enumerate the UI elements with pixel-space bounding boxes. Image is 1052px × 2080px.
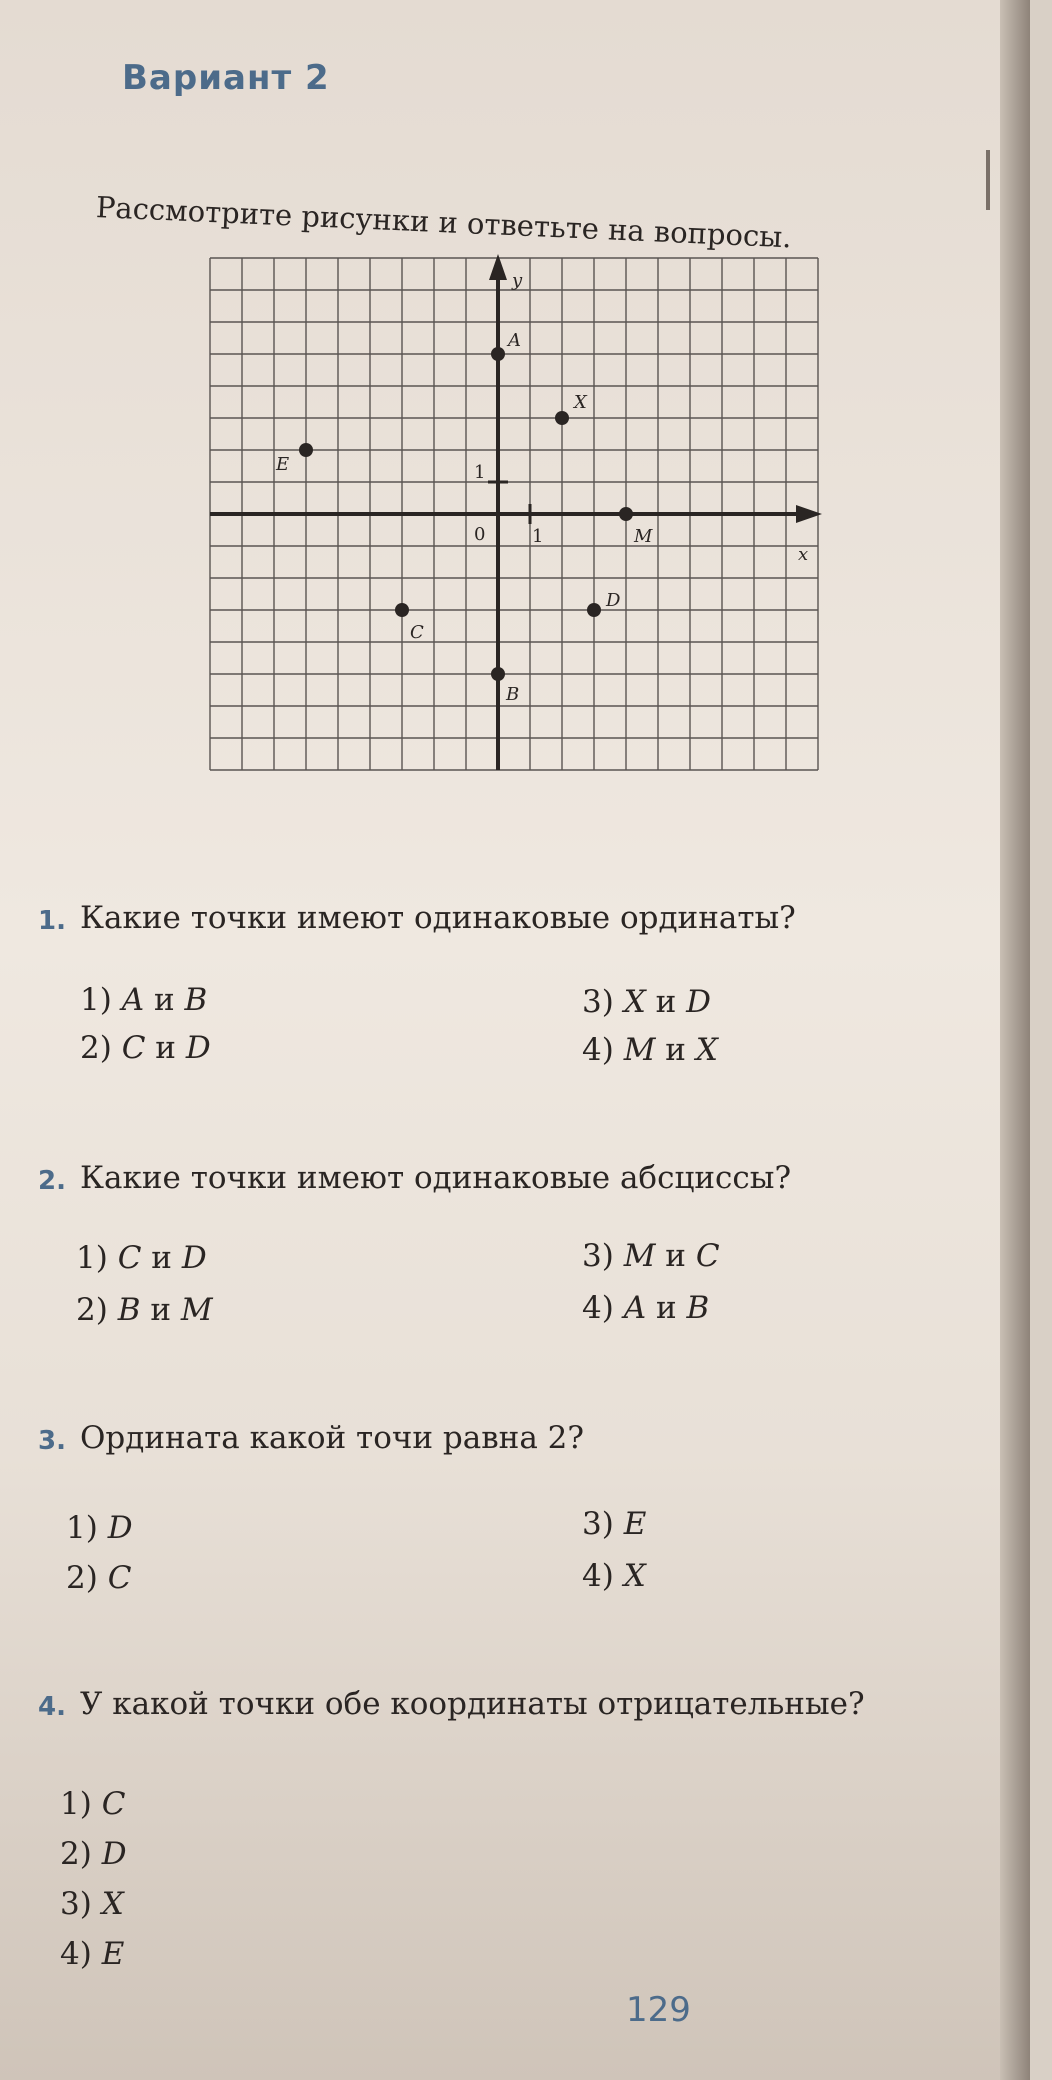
q2-option-4[interactable]: 4) A и B [582, 1290, 710, 1326]
q4-option-3[interactable]: 3) X [60, 1886, 124, 1922]
q2-option-1[interactable]: 1) C и D [76, 1240, 207, 1276]
point-label-a: A [508, 330, 521, 351]
point-x [555, 411, 569, 425]
question-number: 1. [38, 906, 66, 936]
q4-option-2[interactable]: 2) D [60, 1836, 127, 1872]
q2-option-3[interactable]: 3) M и C [582, 1238, 720, 1274]
x-unit-label: 1 [532, 526, 544, 547]
point-label-c: C [410, 622, 424, 643]
question-number: 4. [38, 1692, 66, 1722]
point-c [395, 603, 409, 617]
question-text: Ордината какой точи равна 2? [80, 1420, 584, 1456]
q3-option-1[interactable]: 1) D [66, 1510, 133, 1546]
q2-option-2[interactable]: 2) B и M [76, 1292, 213, 1328]
question-number: 2. [38, 1166, 66, 1196]
question-text: У какой точки обе координаты отрицательные? [80, 1686, 865, 1722]
y-unit-label: 1 [474, 462, 486, 483]
coordinate-grid-figure [200, 248, 850, 798]
x-axis-label: x [798, 544, 809, 565]
point-d [587, 603, 601, 617]
q3-option-4[interactable]: 4) X [582, 1558, 646, 1594]
q4-option-4[interactable]: 4) E [60, 1936, 125, 1972]
q1-option-4[interactable]: 4) M и X [582, 1032, 718, 1068]
point-m [619, 507, 633, 521]
page-edge-shadow [1000, 0, 1030, 2080]
y-axis-label: y [512, 270, 523, 291]
margin-mark [986, 150, 990, 210]
origin-label: 0 [474, 524, 486, 545]
q1-option-2[interactable]: 2) C и D [80, 1030, 211, 1066]
variant-title: Вариант 2 [122, 58, 330, 98]
point-label-x: X [574, 392, 587, 413]
q3-option-3[interactable]: 3) E [582, 1506, 647, 1542]
q4-option-1[interactable]: 1) C [60, 1786, 126, 1822]
question-text: Какие точки имеют одинаковые ординаты? [80, 900, 796, 936]
point-e [299, 443, 313, 457]
point-label-m: M [634, 526, 653, 547]
question-number: 3. [38, 1426, 66, 1456]
page-number: 129 [626, 1990, 691, 2030]
instruction-text: Рассмотрите рисунки и ответьте на вопросы. [95, 190, 793, 255]
question-text: Какие точки имеют одинаковые абсциссы? [80, 1160, 792, 1196]
q3-option-2[interactable]: 2) C [66, 1560, 132, 1596]
q1-option-1[interactable]: 1) A и B [80, 982, 208, 1018]
point-label-e: E [276, 454, 290, 475]
q1-option-3[interactable]: 3) X и D [582, 984, 712, 1020]
point-label-b: B [506, 684, 520, 705]
point-label-d: D [606, 590, 621, 611]
point-a [491, 347, 505, 361]
point-b [491, 667, 505, 681]
